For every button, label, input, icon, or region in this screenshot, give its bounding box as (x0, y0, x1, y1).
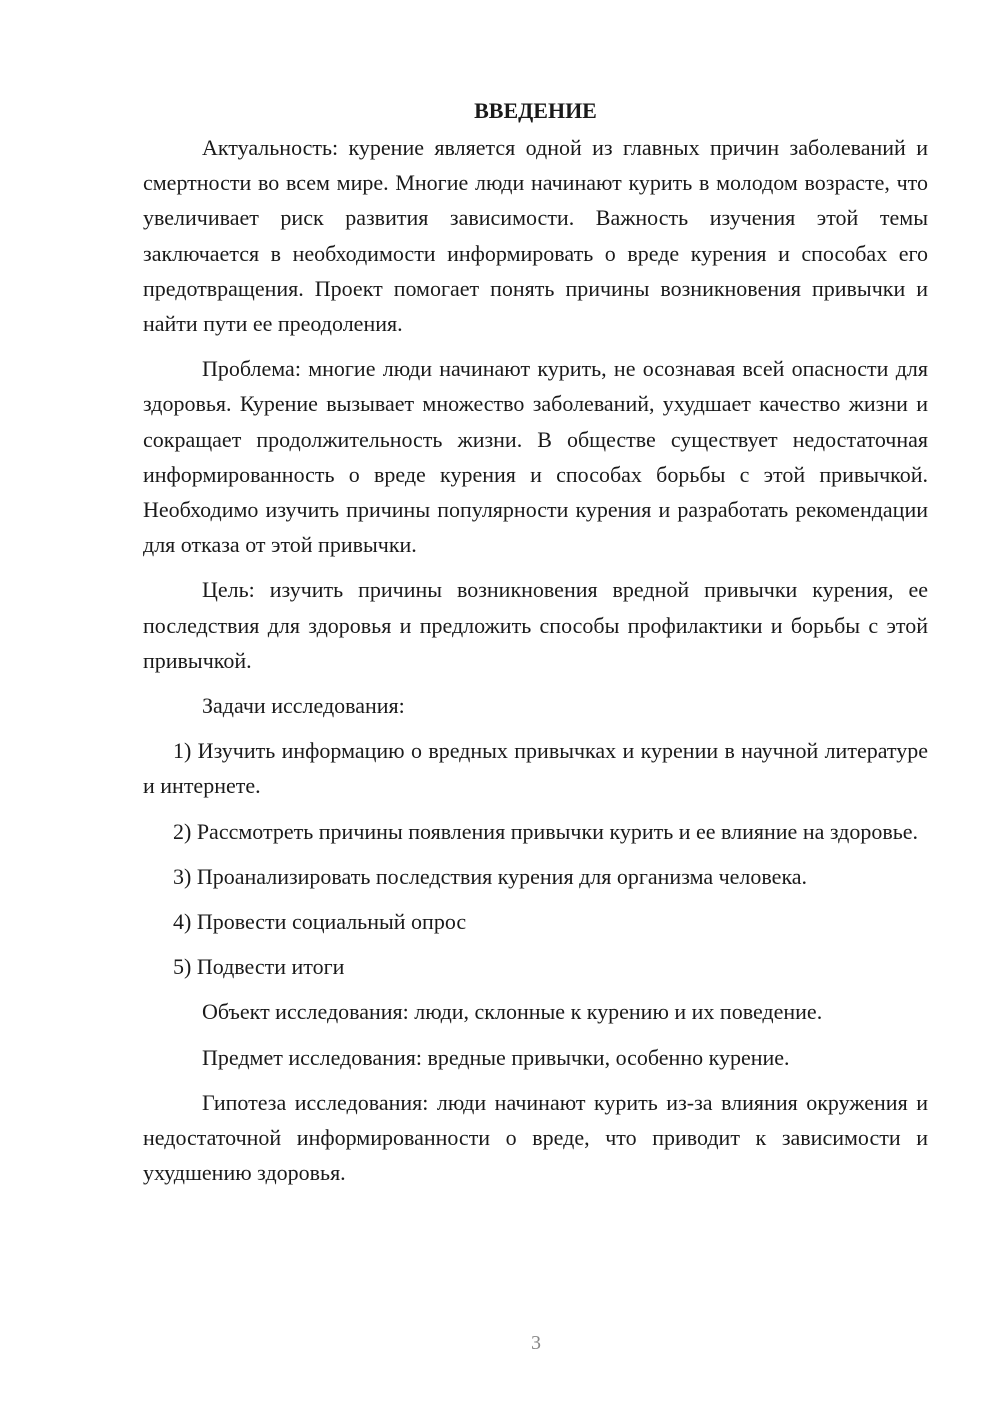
page-number: 3 (531, 1332, 541, 1354)
document-page (143, 93, 928, 1190)
tasks-title: Задачи исследования: (202, 693, 405, 719)
object-paragraph: Объект исследования: люди, склонные к курению и их поведение. (202, 999, 823, 1025)
subject-paragraph: Предмет исследования: вредные привычки, особенно курение. (202, 1044, 790, 1070)
relevance-paragraph: Актуальность: курение является одной из главных причин заболеваний и смертности во всем мире. Многие люди начинают курить в молодом возрасте, что увеличивает риск развития зависимости. Важность изучения этой темы заключается в необходимости информировать о вреде курения и способах его предотвращения. Проект помогает понять причины возникновения привычки и найти пути ее преодоления. (143, 135, 928, 337)
task-item-2: 2) Рассмотреть причины появления привычки курить и ее влияние на здоровье. (173, 818, 919, 844)
task-item-1: 1) Изучить информацию о вредных привычках и курении в научной литературе и интернете. (143, 738, 928, 799)
hypothesis-paragraph: Гипотеза исследования: люди начинают курить из-за влияния окружения и недостаточной информированности о вреде, что приводит к зависимости и ухудшению здоровья. (143, 1089, 928, 1186)
page-title: ВВЕДЕНИЕ (474, 98, 597, 123)
task-item-4: 4) Провести социальный опрос (173, 909, 467, 935)
goal-paragraph: Цель: изучить причины возникновения вредной привычки курения, ее последствия для здоровья и предложить способы профилактики и борьбы с этой привычкой. (143, 577, 928, 673)
problem-paragraph: Проблема: многие люди начинают курить, не осознавая всей опасности для здоровья. Курение вызывает множество заболеваний, ухудшает качество жизни и сокращает продолжительность жизни. В обществе существует недостаточная информированность о вреде курения и способах борьбы с этой привычкой. Необходимо изучить причины популярности курения и разработать рекомендации для отказа от этой привычки. (143, 356, 928, 558)
task-item-3: 3) Проанализировать последствия курения для организма человека. (173, 863, 808, 889)
task-item-5: 5) Подвести итоги (173, 954, 345, 980)
